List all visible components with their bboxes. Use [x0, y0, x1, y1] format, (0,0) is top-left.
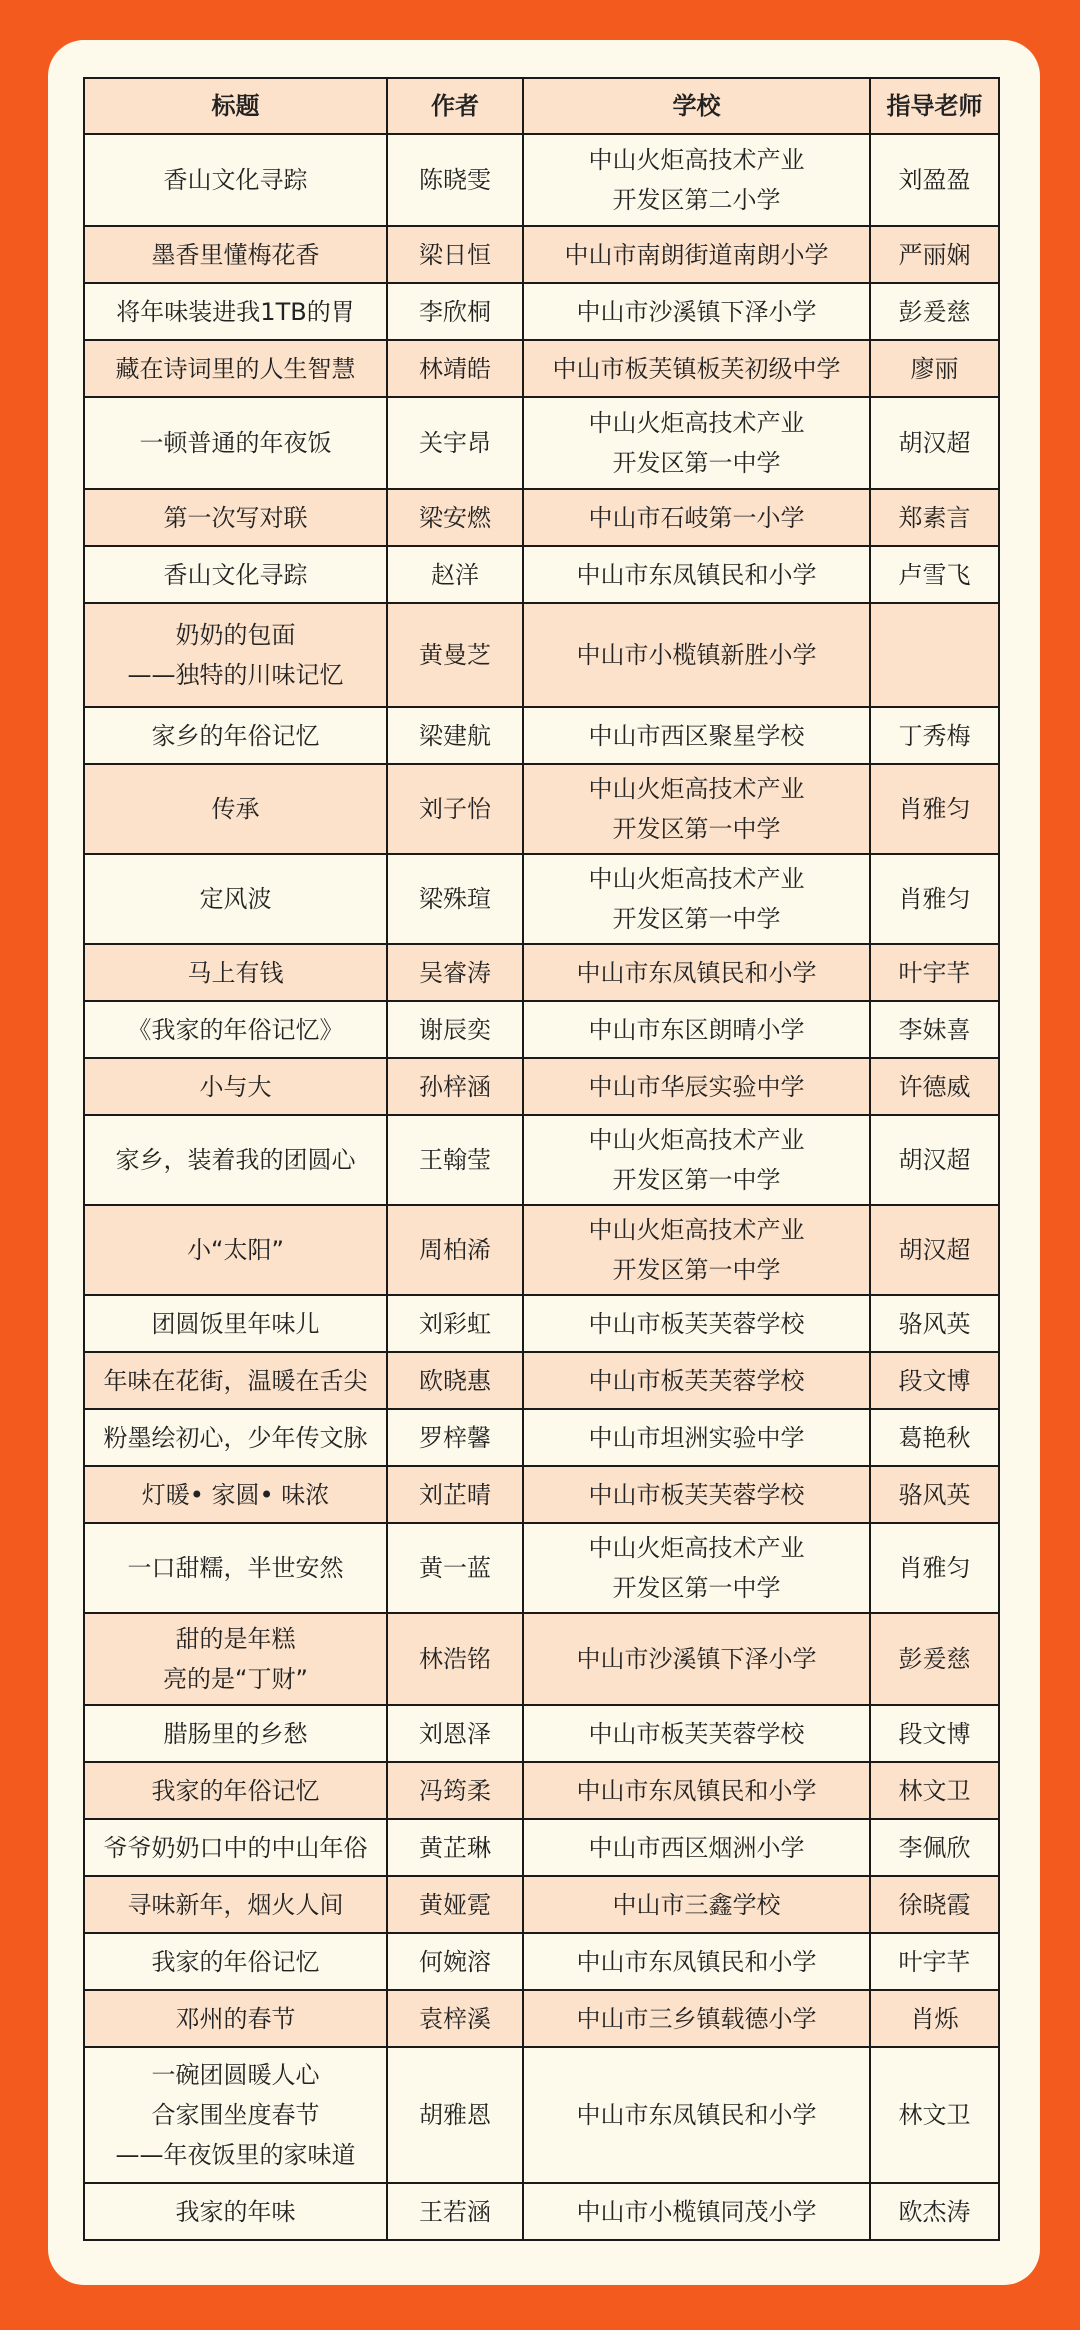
- cell-title: [84, 134, 387, 226]
- cell-author: 林靖皓: [387, 340, 523, 397]
- cell-school: [523, 707, 870, 764]
- cell-school: [523, 1295, 870, 1352]
- cell-teacher: 胡汉超: [870, 397, 999, 489]
- table-row: [84, 340, 999, 397]
- cell-title-line: 粉墨绘初心，少年传文脉: [103, 1423, 368, 1452]
- cell-school-line: 中山市板芙芙蓉学校: [588, 1719, 805, 1748]
- cell-school-line: 开发区第一中学: [612, 449, 781, 477]
- cell-title-line: 团圆饭里年味儿: [151, 1309, 320, 1338]
- cell-school: [523, 1115, 870, 1205]
- cell-title-line: 灯暖• 家圆• 味浓: [141, 1480, 330, 1509]
- cell-teacher: 段文博: [870, 1352, 999, 1409]
- cell-author: 刘彩虹: [387, 1295, 523, 1352]
- cell-title: [84, 854, 387, 944]
- cell-title: [84, 489, 387, 546]
- cell-school: [523, 764, 870, 854]
- cell-school-line: 中山市沙溪镇下泽小学: [576, 1645, 817, 1673]
- cell-school-line: 开发区第一中学: [612, 1574, 781, 1602]
- cell-author: 黄芷琳: [387, 1819, 523, 1876]
- cell-title-line: 一碗团圆暖人心: [151, 2061, 320, 2089]
- cell-title-line: 奶奶的包面: [175, 621, 296, 649]
- cell-school-line: 中山火炬高技术产业: [588, 1534, 805, 1562]
- table-row: [84, 1933, 999, 1990]
- table-row: [84, 1762, 999, 1819]
- table-row: [84, 1466, 999, 1523]
- cell-school-line: 中山市西区烟洲小学: [588, 1833, 805, 1862]
- cell-school-line: 中山市三乡镇载德小学: [576, 2004, 817, 2033]
- cell-school: [523, 854, 870, 944]
- cell-author: 罗梓馨: [387, 1409, 523, 1466]
- cell-title: [84, 340, 387, 397]
- cell-school: [523, 2183, 870, 2240]
- cell-title: [84, 1115, 387, 1205]
- cell-title-line: 香山文化寻踪: [163, 560, 308, 589]
- cell-school: [523, 283, 870, 340]
- cell-school-line: 中山火炬高技术产业: [588, 775, 805, 803]
- cell-author: 黄娅霓: [387, 1876, 523, 1933]
- cell-teacher: 叶宇芊: [870, 1933, 999, 1990]
- cell-school: [523, 397, 870, 489]
- cell-teacher: 郑素言: [870, 489, 999, 546]
- cell-title: [84, 2047, 387, 2183]
- cell-title-line: 香山文化寻踪: [163, 166, 308, 194]
- table-row: [84, 1115, 999, 1205]
- cell-school-line: 开发区第一中学: [612, 1166, 781, 1194]
- cell-school: [523, 944, 870, 1001]
- table-row: [84, 1523, 999, 1613]
- cell-title: [84, 764, 387, 854]
- table-row: [84, 1001, 999, 1058]
- cell-title: [84, 1990, 387, 2047]
- cell-school: [523, 1523, 870, 1613]
- cell-title-line: 马上有钱: [187, 958, 284, 987]
- table-row: [84, 1295, 999, 1352]
- table-row: [84, 1205, 999, 1295]
- cell-author: 欧晓惠: [387, 1352, 523, 1409]
- table-row: [84, 1058, 999, 1115]
- cell-teacher: 卢雪飞: [870, 546, 999, 603]
- cell-title: [84, 1205, 387, 1295]
- cell-teacher: 彭爰慈: [870, 283, 999, 340]
- cell-teacher: 林文卫: [870, 2047, 999, 2183]
- cell-school: [523, 1409, 870, 1466]
- cell-school: [523, 1205, 870, 1295]
- cell-title-line: 定风波: [199, 885, 272, 913]
- cell-school-line: 中山市东凤镇民和小学: [576, 560, 817, 589]
- cell-school: [523, 1990, 870, 2047]
- cell-author: 李欣桐: [387, 283, 523, 340]
- cell-title-line: 将年味装进我1TB的胃: [116, 297, 355, 326]
- cell-title-line: 甜的是年糕: [175, 1625, 296, 1653]
- cell-title-line: 藏在诗词里的人生智慧: [115, 354, 356, 383]
- header-title: 标题: [84, 78, 387, 134]
- cell-school-line: 中山市沙溪镇下泽小学: [576, 297, 817, 326]
- cell-school-line: 中山市东区朗晴小学: [588, 1015, 805, 1044]
- cell-school: [523, 226, 870, 283]
- cell-author: 林浩铭: [387, 1613, 523, 1705]
- cell-school-line: 中山火炬高技术产业: [588, 865, 805, 893]
- table-row: [84, 1990, 999, 2047]
- cell-teacher: 李妹喜: [870, 1001, 999, 1058]
- cell-school-line: 中山市南朗街道南朗小学: [564, 240, 829, 269]
- cell-title-line: 我家的年俗记忆: [151, 1776, 320, 1805]
- cell-author: 冯筠柔: [387, 1762, 523, 1819]
- cell-title-line: 一顿普通的年夜饭: [139, 429, 332, 457]
- cell-title-line: 亮的是“丁财”: [163, 1665, 308, 1693]
- cell-teacher: 廖丽: [870, 340, 999, 397]
- cell-school-line: 中山市西区聚星学校: [588, 721, 805, 750]
- table-row: [84, 1409, 999, 1466]
- cell-title: [84, 1762, 387, 1819]
- table-row: [84, 283, 999, 340]
- cell-title-line: 寻味新年，烟火人间: [127, 1890, 344, 1919]
- cell-teacher: 许德威: [870, 1058, 999, 1115]
- table-row: [84, 1705, 999, 1762]
- cell-school: [523, 1933, 870, 1990]
- cell-title-line: 第一次写对联: [163, 503, 308, 532]
- cell-title: [84, 1523, 387, 1613]
- cell-title-line: 家乡，装着我的团圆心: [115, 1146, 356, 1174]
- cell-title: [84, 283, 387, 340]
- cell-author: 孙梓涵: [387, 1058, 523, 1115]
- cell-school-line: 开发区第二小学: [612, 186, 781, 214]
- cell-title-line: 小与大: [199, 1072, 272, 1101]
- cell-school-line: 中山市石岐第一小学: [588, 503, 805, 532]
- cell-teacher: 严丽娴: [870, 226, 999, 283]
- cell-title-line: 传承: [211, 795, 260, 823]
- cell-title: [84, 1352, 387, 1409]
- table-row: [84, 707, 999, 764]
- cell-title: [84, 1001, 387, 1058]
- cell-title-line: 邓州的春节: [175, 2004, 296, 2033]
- table-body: [84, 134, 999, 2240]
- cell-school-line: 开发区第一中学: [612, 1256, 781, 1284]
- cell-teacher: 欧杰涛: [870, 2183, 999, 2240]
- cell-teacher: 段文博: [870, 1705, 999, 1762]
- cell-author: 梁建航: [387, 707, 523, 764]
- table-row: [84, 944, 999, 1001]
- table-row: [84, 2047, 999, 2183]
- cell-title-line: 爷爷奶奶口中的中山年俗: [103, 1833, 368, 1862]
- cell-title-line: 一口甜糯，半世安然: [127, 1554, 344, 1582]
- cell-teacher: 丁秀梅: [870, 707, 999, 764]
- cell-title: [84, 707, 387, 764]
- cell-school: [523, 1876, 870, 1933]
- cell-teacher: 骆风英: [870, 1295, 999, 1352]
- cell-author: 刘恩泽: [387, 1705, 523, 1762]
- cell-title-line: 年味在花街，温暖在舌尖: [103, 1366, 368, 1395]
- cell-teacher: 肖烁: [870, 1990, 999, 2047]
- award-table: [83, 77, 1000, 2241]
- cell-school: [523, 1058, 870, 1115]
- table-row: [84, 226, 999, 283]
- cell-author: 黄一蓝: [387, 1523, 523, 1613]
- cell-school-line: 中山市华辰实验中学: [588, 1072, 805, 1101]
- header-teacher: 指导老师: [870, 78, 999, 134]
- cell-teacher: 林文卫: [870, 1762, 999, 1819]
- cell-author: 胡雅恩: [387, 2047, 523, 2183]
- cell-school-line: 中山市东凤镇民和小学: [576, 1776, 817, 1805]
- table-row: [84, 2183, 999, 2240]
- cell-teacher: 徐晓霞: [870, 1876, 999, 1933]
- cell-teacher: 叶宇芊: [870, 944, 999, 1001]
- cell-school: [523, 489, 870, 546]
- cell-teacher: 胡汉超: [870, 1115, 999, 1205]
- cell-title: [84, 603, 387, 707]
- cell-school: [523, 1001, 870, 1058]
- cell-author: 周柏浠: [387, 1205, 523, 1295]
- cell-school-line: 中山市板芙镇板芙初级中学: [552, 354, 841, 383]
- cell-school-line: 中山市三鑫学校: [612, 1890, 781, 1919]
- cell-school-line: 中山市板芙芙蓉学校: [588, 1366, 805, 1395]
- table-row: [84, 603, 999, 707]
- cell-title: [84, 546, 387, 603]
- cell-school-line: 中山市坦洲实验中学: [588, 1423, 805, 1452]
- header-author: 作者: [387, 78, 523, 134]
- table-row: [84, 397, 999, 489]
- cell-school-line: 中山市板芙芙蓉学校: [588, 1309, 805, 1338]
- cell-title-line: ——独特的川味记忆: [127, 661, 344, 689]
- table-row: [84, 546, 999, 603]
- cell-title: [84, 1295, 387, 1352]
- cell-title-line: 腊肠里的乡愁: [163, 1719, 308, 1748]
- cell-teacher: 骆风英: [870, 1466, 999, 1523]
- cell-school-line: 中山市小榄镇新胜小学: [576, 641, 817, 669]
- cell-title: [84, 397, 387, 489]
- table-row: [84, 764, 999, 854]
- cell-author: 王翰莹: [387, 1115, 523, 1205]
- cell-school-line: 中山市东凤镇民和小学: [576, 2101, 817, 2129]
- cell-author: 刘子怡: [387, 764, 523, 854]
- cell-author: 关宇昂: [387, 397, 523, 489]
- cell-author: 梁日恒: [387, 226, 523, 283]
- table-row: [84, 1876, 999, 1933]
- cell-school: [523, 546, 870, 603]
- table-row: [84, 854, 999, 944]
- cell-school-line: 中山市东凤镇民和小学: [576, 1947, 817, 1976]
- cell-school-line: 中山火炬高技术产业: [588, 409, 805, 437]
- cell-title-line: ——年夜饭里的家味道: [115, 2141, 356, 2169]
- cell-school: [523, 2047, 870, 2183]
- table-row: [84, 1352, 999, 1409]
- cell-school-line: 中山市东凤镇民和小学: [576, 958, 817, 987]
- cell-teacher: 彭爰慈: [870, 1613, 999, 1705]
- table-row: [84, 134, 999, 226]
- cell-title: [84, 1409, 387, 1466]
- cell-title-line: 家乡的年俗记忆: [151, 721, 320, 750]
- cell-author: 梁安燃: [387, 489, 523, 546]
- header-school: 学校: [523, 78, 870, 134]
- cell-school-line: 开发区第一中学: [612, 815, 781, 843]
- cell-title: [84, 1933, 387, 1990]
- cell-school-line: 开发区第一中学: [612, 905, 781, 933]
- cell-title: [84, 1058, 387, 1115]
- table-row: [84, 489, 999, 546]
- cell-title: [84, 1466, 387, 1523]
- cell-author: 陈晓雯: [387, 134, 523, 226]
- cell-teacher: 肖雅匀: [870, 764, 999, 854]
- cell-title-line: 我家的年俗记忆: [151, 1947, 320, 1976]
- cell-title-line: 小“太阳”: [187, 1236, 284, 1264]
- cell-author: 赵洋: [387, 546, 523, 603]
- cell-title-line: 我家的年味: [175, 2197, 296, 2226]
- table-row: [84, 1819, 999, 1876]
- cell-school: [523, 1819, 870, 1876]
- cell-school-line: 中山市板芙芙蓉学校: [588, 1480, 805, 1509]
- cell-author: 黄曼芝: [387, 603, 523, 707]
- cell-author: 王若涵: [387, 2183, 523, 2240]
- cell-school-line: 中山火炬高技术产业: [588, 1216, 805, 1244]
- cell-author: 谢辰奕: [387, 1001, 523, 1058]
- cell-school-line: 中山火炬高技术产业: [588, 146, 805, 174]
- cell-author: 何婉溶: [387, 1933, 523, 1990]
- cell-teacher: 胡汉超: [870, 1205, 999, 1295]
- cell-school: [523, 603, 870, 707]
- cell-teacher: 肖雅匀: [870, 1523, 999, 1613]
- cell-school: [523, 134, 870, 226]
- cell-author: 吴睿涛: [387, 944, 523, 1001]
- cell-author: 刘芷晴: [387, 1466, 523, 1523]
- cell-school: [523, 1705, 870, 1762]
- cell-title-line: 合家围坐度春节: [151, 2101, 320, 2129]
- cell-title: [84, 226, 387, 283]
- cell-school-line: 中山市小榄镇同茂小学: [576, 2197, 817, 2226]
- cell-teacher: 肖雅匀: [870, 854, 999, 944]
- cell-title: [84, 944, 387, 1001]
- cell-author: 袁梓溪: [387, 1990, 523, 2047]
- cell-title: [84, 1819, 387, 1876]
- cell-title: [84, 1876, 387, 1933]
- cell-school: [523, 1762, 870, 1819]
- cell-school-line: 中山火炬高技术产业: [588, 1126, 805, 1154]
- cell-author: 梁殊瑄: [387, 854, 523, 944]
- cell-title-line: 《我家的年俗记忆》: [127, 1015, 344, 1044]
- cell-title: [84, 1613, 387, 1705]
- cell-school: [523, 340, 870, 397]
- cell-title: [84, 1705, 387, 1762]
- cell-teacher: 葛艳秋: [870, 1409, 999, 1466]
- cell-teacher: [870, 603, 999, 707]
- cell-teacher: 李佩欣: [870, 1819, 999, 1876]
- cell-teacher: 刘盈盈: [870, 134, 999, 226]
- cell-title-line: 墨香里懂梅花香: [151, 240, 320, 269]
- cell-school: [523, 1352, 870, 1409]
- table-row: [84, 1613, 999, 1705]
- cell-title: [84, 2183, 387, 2240]
- cell-school: [523, 1466, 870, 1523]
- table-header-row: [84, 78, 999, 134]
- cell-school: [523, 1613, 870, 1705]
